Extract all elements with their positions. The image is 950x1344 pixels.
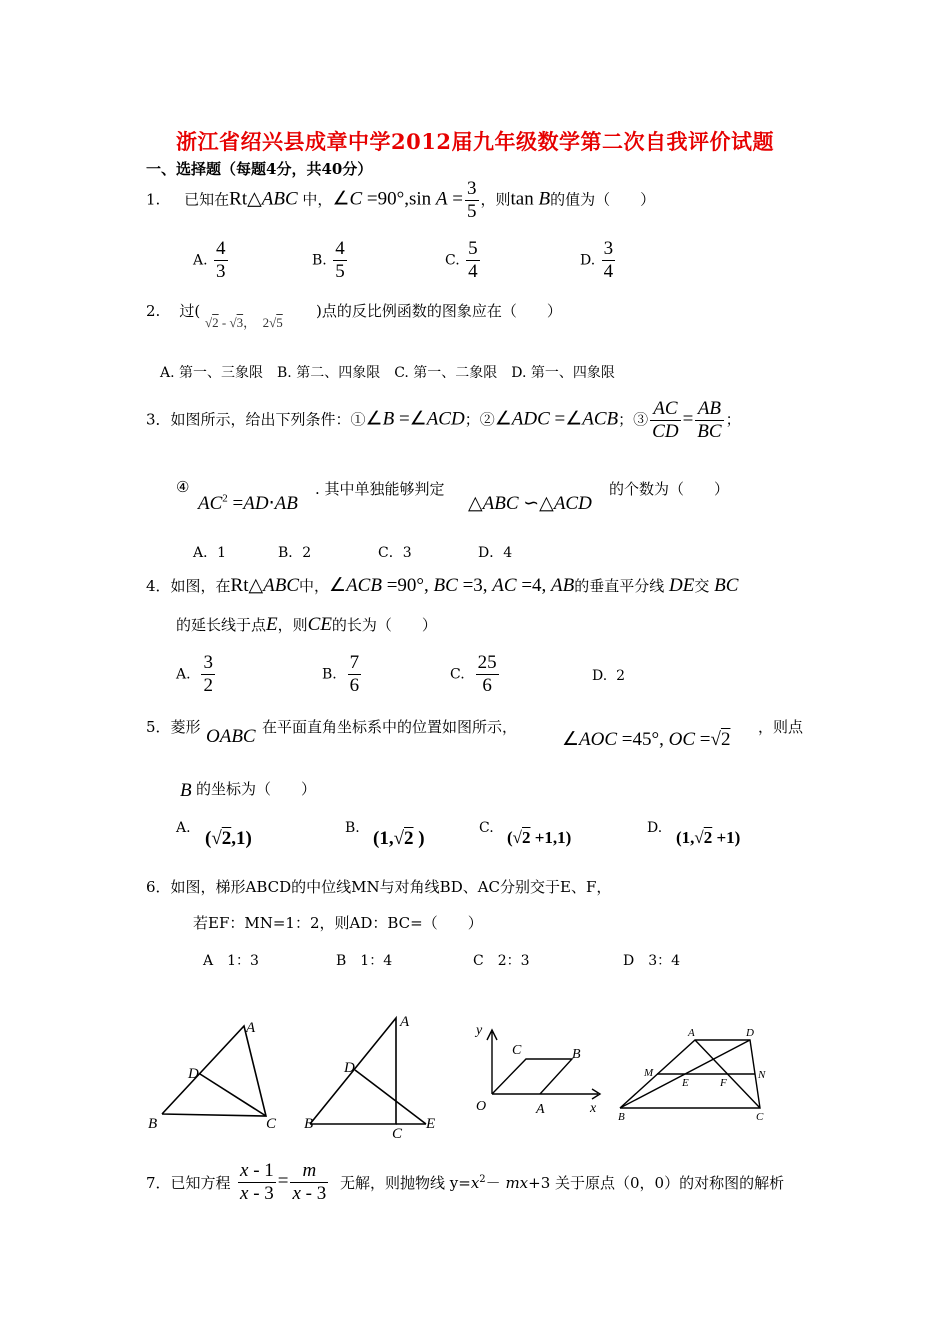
q3-condition-1: ∠B =∠ACD (365, 408, 465, 430)
q1-number: 1. (146, 190, 161, 209)
q5-option-c: (√2 +1,1) (507, 828, 572, 847)
svg-text:E: E (682, 1077, 689, 1089)
q5-option-d: (1,√2 +1) (676, 828, 741, 847)
svg-text:C: C (266, 1116, 277, 1132)
q3-text-lead: 3．如图所示，给出下列条件：① (146, 410, 366, 429)
svg-text:E: E (426, 1116, 436, 1132)
section-heading: 一、选择题（每题4分，共40分） (146, 160, 373, 178)
q3-option-c: C．3 (378, 545, 412, 561)
q3-text-mid: . 其中单独能够判定 (315, 480, 445, 498)
svg-text:N: N (758, 1069, 766, 1081)
q3-formula-similar: △ABC ∽△ACD (468, 493, 592, 514)
q4-formula-triangle: Rt△ABC (230, 575, 300, 596)
figure-q5-rhombus (487, 1030, 600, 1099)
question-2 (146, 300, 200, 321)
q4-option-b: B. $\frac{7}{6}$ (322, 652, 360, 696)
question-7: 7．已知方程 (146, 1174, 231, 1192)
svg-text:M: M (644, 1067, 654, 1079)
question-6: 6．如图，梯形ABCD的中位线MN与对角线BD、AC分别交于E、F， (146, 878, 612, 896)
q1-formula-triangle: Rt△ABC (229, 188, 298, 210)
q5-formula-conditions: ∠AOC =45°, OC =√2 (562, 729, 731, 750)
svg-text:y: y (476, 1023, 483, 1038)
figure-q3-triangle (162, 1026, 266, 1116)
q3-text-end: 的个数为（ ） (609, 480, 730, 498)
q4-formula-bc: BC (709, 575, 739, 596)
q5-option-a-label: A. (176, 820, 191, 836)
q7-formula-equation: $\frac{x - 1}{x - 3}$ = $\frac{m}{x - 3}$ (240, 1160, 327, 1204)
q1-formula-fraction: $\frac{3}{5}$ (467, 178, 477, 222)
svg-text:C: C (392, 1126, 403, 1142)
figure-q4-triangle (310, 1018, 426, 1124)
q4-formula-e: E (266, 614, 278, 635)
svg-text:A: A (400, 1014, 410, 1030)
svg-text:x: x (590, 1101, 597, 1116)
q4-formula-de: DE (664, 575, 695, 596)
q3-option-a: A．1 (193, 545, 227, 561)
q4-option-a: A. $\frac{3}{2}$ (176, 652, 213, 696)
q5-text-mid: 在平面直角坐标系中的位置如图所示， (262, 718, 518, 736)
q4-line-2: 的延长线于点E，则CE的长为（ ） (176, 614, 437, 635)
q2-text-pre: 过( (179, 302, 201, 320)
q5-option-b: (1,√2 ) (373, 828, 425, 849)
svg-text:F: F (720, 1077, 727, 1089)
q1-text-post: ，则 (480, 190, 511, 209)
svg-text:D: D (188, 1066, 199, 1082)
svg-text:O: O (476, 1099, 487, 1114)
svg-text:B: B (618, 1111, 625, 1123)
q3-option-b: B．2 (278, 545, 312, 561)
q6-option-c: C 2：3 (473, 953, 530, 969)
svg-text:B: B (572, 1047, 581, 1062)
q1-formula-angle: ∠C =90°,sin A = (332, 188, 463, 210)
svg-text:D: D (746, 1027, 754, 1039)
svg-text:B: B (148, 1116, 158, 1132)
q1-text-mid: 中， (302, 190, 333, 209)
question-1 (146, 178, 655, 223)
q5-formula-oabc: OABC (206, 726, 256, 747)
svg-text:C: C (756, 1111, 764, 1123)
q3-option-d: D．4 (478, 545, 513, 561)
q2-options: A. 第一、三象限 B. 第二、四象限 C. 第一、二象限 D. 第一、四象限 (160, 365, 615, 381)
svg-text:A: A (536, 1102, 545, 1117)
q3-condition-2: ∠ADC =∠ACB (494, 408, 619, 430)
svg-text:C: C (512, 1043, 522, 1058)
q7-text-post: 无解，则抛物线 $y=x^2- mx+3$ 关于原点（0，0）的对称图的解析 (340, 1174, 785, 1192)
q5-option-a: (√2,1) (205, 828, 252, 849)
q4-option-c: C. $\frac{25}{6}$ (450, 652, 497, 696)
q3-condition-3: $\frac{AC}{CD}$ (652, 398, 679, 442)
q5-option-d-label: D. (647, 820, 663, 836)
q4-formula-conditions: ∠ACB =90°, BC =3, AC =4, AB (329, 575, 575, 596)
q3-line-2: ④ (176, 478, 190, 496)
q4-option-d: D. 2 (592, 668, 626, 684)
q1-formula-tan: tan B (510, 188, 551, 210)
q6-option-a: A 1：3 (203, 953, 259, 969)
q2-text-post: )点的反比例函数的图象应在（ ） (316, 302, 562, 320)
q2-formula-point: √2 - √3， 2√5 (205, 315, 283, 330)
q6-option-d: D 3：4 (623, 953, 681, 969)
q1-option-b: B. $\frac{4}{5}$ (312, 238, 345, 282)
q1-option-a: A. $\frac{4}{3}$ (193, 238, 226, 282)
figure-q6-trapezoid (620, 1040, 760, 1108)
svg-text:B: B (304, 1116, 314, 1132)
q5-text-end: ，则点 (758, 718, 804, 736)
page-title: 浙江省绍兴县成章中学2012届九年级数学第二次自我评价试题 (176, 129, 774, 154)
q3-condition-4: $AC^2 =AD\cdot AB$ (198, 492, 298, 514)
q5-formula-b: B (180, 780, 192, 801)
q2-number: 2. (146, 302, 161, 320)
question-4: 4．如图，在Rt△ABC中，∠ACB =90°, BC =3, AC =4, AB的垂直平分线 DE交 BC (146, 575, 739, 596)
q5-option-b-label: B. (345, 820, 360, 836)
q1-text-end: 的值为（ ） (550, 190, 656, 209)
figures (140, 1010, 820, 1150)
q4-formula-ce: CE (307, 614, 332, 635)
q5-option-c-label: C. (479, 820, 494, 836)
q6-line-2: 若EF：MN=1：2，则AD：BC=（ ） (193, 914, 483, 932)
svg-text:D: D (344, 1060, 355, 1076)
q5-text-line2: 的坐标为（ ） (196, 780, 317, 798)
svg-text:A: A (688, 1027, 695, 1039)
q1-option-c: C. $\frac{5}{4}$ (445, 238, 478, 282)
q1-text-pre: 已知在 (184, 190, 230, 209)
q1-option-d: D. $\frac{3}{4}$ (580, 238, 614, 282)
question-5: 5．菱形 (146, 718, 201, 736)
svg-text:A: A (246, 1020, 256, 1036)
q6-option-b: B 1：4 (336, 953, 393, 969)
question-3: 3．如图所示，给出下列条件：①∠B =∠ACD；②∠ADC =∠ACB；③ $\frac{AC}{CD}$ = $\frac{AB}{BC}$ ； (146, 398, 741, 442)
